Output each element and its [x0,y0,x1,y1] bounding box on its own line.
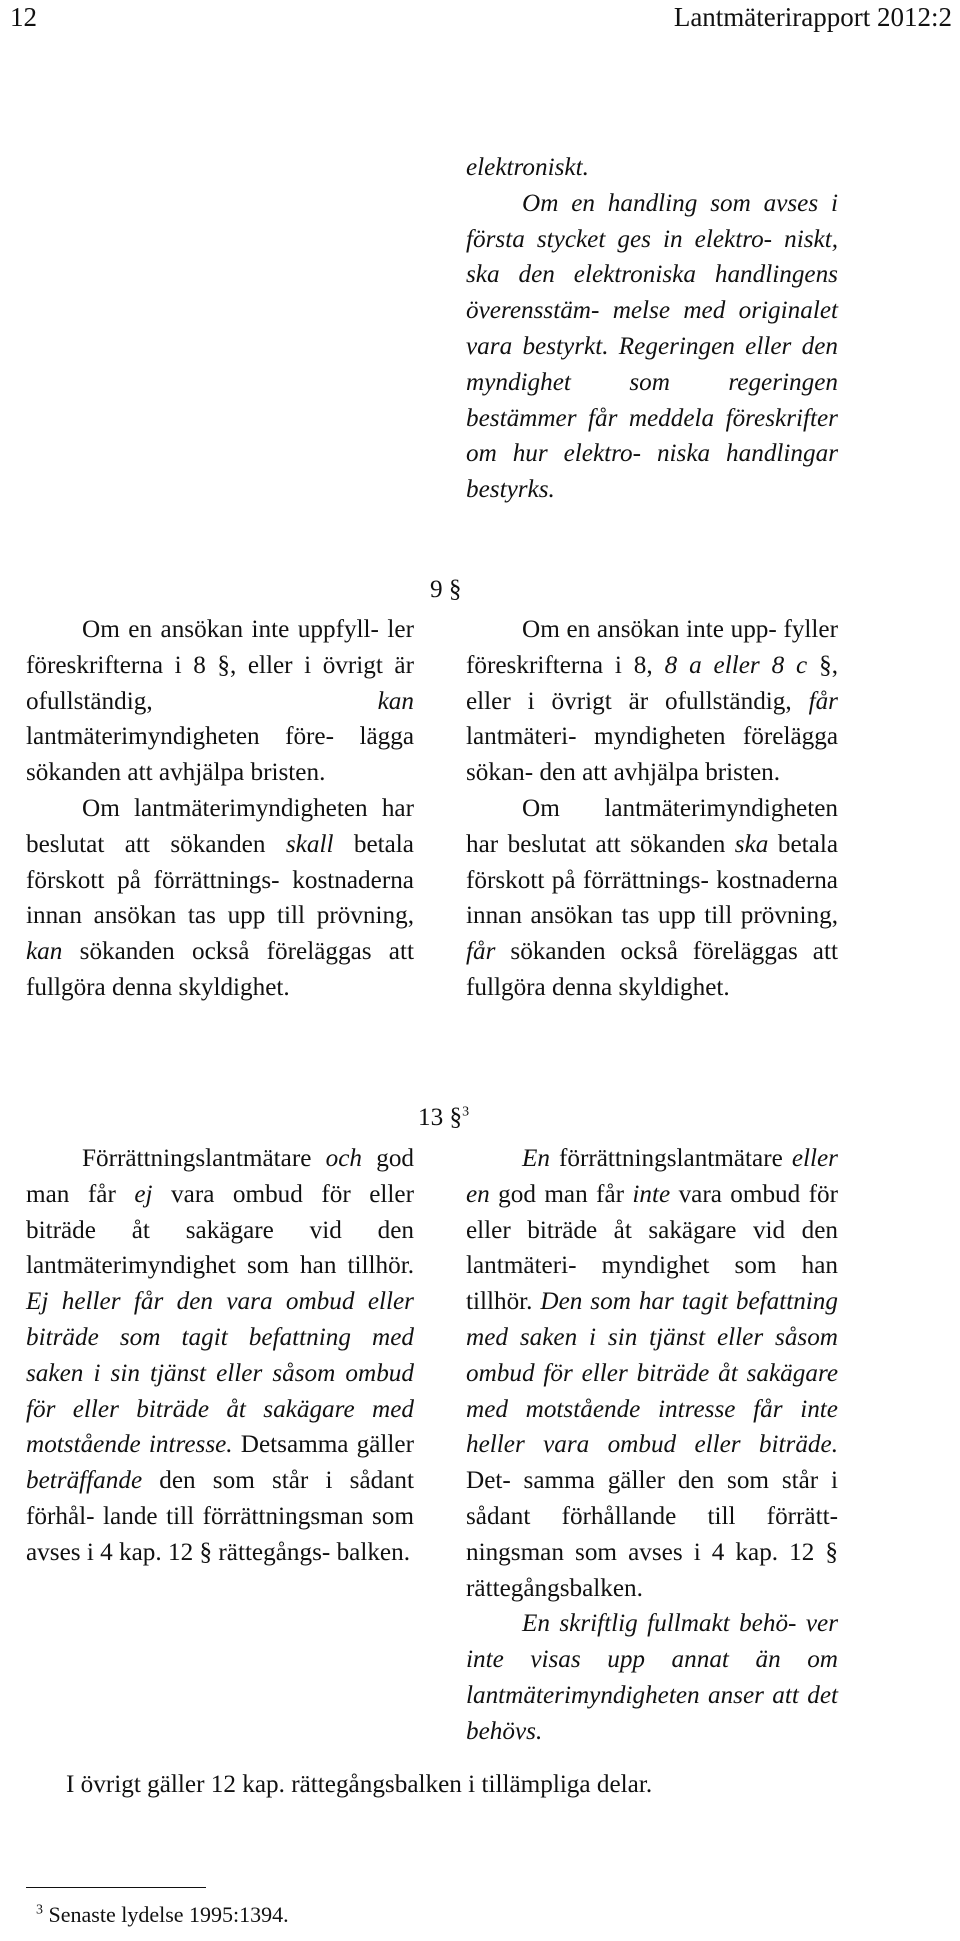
paragraph: elektroniskt. [466,154,589,181]
paragraph: Om en handling som avses i första stycket ges in elektro- niskt, ska den elektroniska handlingens överensstäm- melse med originalet vara bestyrkt. Regeringen eller den myndighet som regeringen bestämmer får meddela föreskrifter om hur elektro- niska handlingar bestyrks. [466,189,838,504]
paragraph: Om en ansökan inte uppfyll- ler föreskrifterna i 8 §, eller i övrigt är ofullständig, kan lantmäterimyndigheten före- lägga sökanden att avhjälpa bristen. [26,616,414,787]
paragraph: En förrättningslantmätare eller en god man får inte vara ombud för eller biträde åt sakägare vid den lantmäteri- myndighet som han tillhör. Den som har tagit befattning med saken i sin tjänst eller såsom ombud för eller biträde åt sakägare med motstående intresse får inte heller vara ombud eller biträde. Det- samma gäller den som står i sådant förhållande till förrätt- ningsman som avses i 4 kap. 12 § rättegångsbalken. [466,1145,838,1602]
footnote [36,1902,289,1928]
right-column-block1 [466,150,838,508]
right-column-section9 [466,612,838,1006]
footnote-ref: 3 [462,1104,470,1120]
section-label-9: 9 § [430,576,462,603]
paragraph: Om en ansökan inte upp- fyller föreskrifterna i 8, 8 a eller 8 c §, eller i övrigt är ofullständig, får lantmäteri- myndigheten förelägga sökan- den att avhjälpa bristen. [466,616,839,787]
report-title: Lantmäterirapport 2012:2 [673,2,952,32]
right-column-section13 [466,1141,838,1750]
paragraph: Om lantmäterimyndigheten har beslutat att sökanden skall betala förskott på förrättnings- kostnaderna innan ansökan tas upp till prövning, kan sökanden också föreläggas att fullgöra denna skyldighet. [26,794,414,1001]
common-provision-line: I övrigt gäller 12 kap. rättegångsbalken i tillämpliga delar. [66,1771,653,1798]
footnote-text: Senaste lydelse 1995:1394. [48,1902,289,1927]
left-column-section13 [26,1141,414,1571]
page-number: 12 [10,2,37,32]
paragraph: Förrättningslantmätare och god man får ej vara ombud för eller biträde åt sakägare vid den lantmäterimyndighet som han tillhör. Ej heller får den vara ombud eller biträde som tagit befattning med saken i sin tjänst eller såsom ombud för eller biträde åt sakägare med motstående intresse. Detsamma gäller beträffande den som står i sådant förhål- lande till förrättningsman som avses i 4 kap. 12 § rättegångs- balken. [26,1145,415,1566]
section-label-13: 13 §$^3$ [418,1104,470,1131]
footnote-number: 3 [36,1902,43,1918]
paragraph: Om lantmäterimyndigheten har beslutat att sökanden ska betala förskott på förrättnings- kostnaderna innan ansökan tas upp till prövning, får sökanden också föreläggas att fullgöra denna skyldighet. [466,794,838,1001]
footnote-rule [26,1887,206,1888]
paragraph: En skriftlig fullmakt behö- ver inte visas upp annat än om lantmäterimyndigheten anser att det behövs. [466,1610,838,1745]
left-column-section9 [26,612,414,1006]
